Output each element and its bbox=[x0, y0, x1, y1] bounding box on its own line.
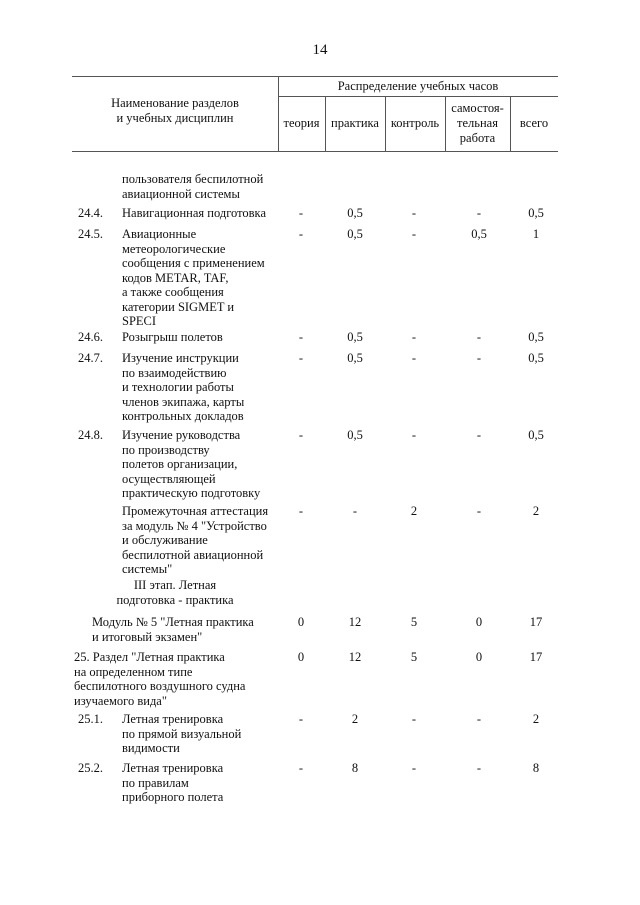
cell-practice: 8 bbox=[351, 761, 359, 775]
row-name-line: видимости bbox=[122, 741, 180, 755]
cell-practice: 0,5 bbox=[347, 330, 363, 344]
column-header-practice-line: практика bbox=[331, 116, 379, 130]
cell-self: 0 bbox=[475, 650, 483, 664]
row-name-line: контрольных докладов bbox=[122, 409, 244, 423]
cell-theory: - bbox=[298, 330, 304, 344]
cell-self: - bbox=[476, 206, 482, 220]
name-column-header-line: и учебных дисциплин bbox=[116, 111, 234, 125]
cell-theory: - bbox=[298, 504, 304, 518]
column-header-theory bbox=[278, 116, 325, 131]
cell-total: 2 bbox=[532, 712, 540, 726]
row-number: 24.8. bbox=[78, 428, 103, 442]
cell-self: - bbox=[476, 504, 482, 518]
column-header-self-line: тельная bbox=[457, 116, 498, 130]
row-name bbox=[122, 330, 223, 345]
row-name-line: а также сообщения bbox=[122, 285, 224, 299]
cell-total: 0,5 bbox=[528, 330, 544, 344]
row-name bbox=[122, 206, 266, 221]
row-name-line: системы" bbox=[122, 562, 173, 576]
row-name bbox=[122, 172, 263, 201]
row-number: 24.4. bbox=[78, 206, 103, 220]
cell-self: - bbox=[476, 330, 482, 344]
row-name-line: Авиационные bbox=[122, 227, 197, 241]
column-header-total-line: всего bbox=[519, 116, 549, 130]
cell-total: 0,5 bbox=[528, 428, 544, 442]
row-name-line: по правилам bbox=[122, 775, 189, 790]
cell-control: 2 bbox=[410, 504, 418, 518]
distribution-underline bbox=[278, 96, 558, 97]
row-name-line: по прямой визуальной bbox=[122, 726, 242, 741]
row-name-line: беспилотной авиационной bbox=[122, 547, 264, 562]
row-name-line: метеорологические bbox=[122, 241, 226, 256]
distribution-header: Распределение учебных часов bbox=[337, 79, 499, 93]
name-column-header bbox=[72, 96, 278, 126]
row-name bbox=[122, 428, 260, 501]
row-name-line: и итоговый экзамен" bbox=[92, 629, 203, 644]
row-name-line: за модуль № 4 "Устройство bbox=[122, 518, 267, 533]
cell-theory: - bbox=[298, 351, 304, 365]
column-header-control bbox=[385, 116, 445, 131]
cell-practice: 0,5 bbox=[347, 428, 363, 442]
cell-self: - bbox=[476, 428, 482, 442]
row-name-line: 25. Раздел "Летная практика bbox=[74, 650, 225, 664]
cell-total: 17 bbox=[529, 615, 543, 629]
cell-self: 0,5 bbox=[471, 227, 487, 241]
cell-total: 8 bbox=[532, 761, 540, 775]
cell-self: - bbox=[476, 351, 482, 365]
column-header-self-line: самостоя- bbox=[451, 101, 504, 115]
row-name-line: по производству bbox=[122, 442, 210, 457]
row-name-line: приборного полета bbox=[122, 790, 224, 804]
row-number: 25.1. bbox=[78, 712, 103, 726]
row-name bbox=[74, 650, 245, 708]
cell-theory: - bbox=[298, 761, 304, 775]
row-name-line: полетов организации, bbox=[122, 457, 238, 471]
row-name-line: Изучение инструкции bbox=[122, 351, 239, 365]
row-name-line: Навигационная подготовка bbox=[122, 206, 266, 220]
row-name bbox=[122, 761, 223, 805]
cell-control: - bbox=[411, 351, 417, 365]
row-number: 24.6. bbox=[78, 330, 103, 344]
cell-practice: 12 bbox=[348, 650, 362, 664]
row-name-line: пользователя беспилотной bbox=[122, 172, 264, 186]
table-top-border bbox=[72, 76, 558, 77]
cell-theory: - bbox=[298, 206, 304, 220]
row-name-line: практическую подготовку bbox=[122, 486, 261, 500]
column-header-self bbox=[445, 101, 510, 146]
row-name-line: изучаемого вида" bbox=[74, 693, 167, 708]
row-name bbox=[122, 504, 268, 577]
row-name-line: Розыгрыш полетов bbox=[122, 330, 223, 344]
cell-practice: 0,5 bbox=[347, 227, 363, 241]
header-bottom-border bbox=[72, 151, 558, 152]
cell-total: 17 bbox=[529, 650, 543, 664]
cell-control: - bbox=[411, 227, 417, 241]
row-name-line: и обслуживание bbox=[122, 533, 208, 547]
cell-total: 2 bbox=[532, 504, 540, 518]
cell-theory: - bbox=[298, 227, 304, 241]
column-header-control-line: контроль bbox=[390, 116, 440, 130]
cell-self: - bbox=[476, 712, 482, 726]
cell-practice: 12 bbox=[348, 615, 362, 629]
row-name-line: категории SIGMET и bbox=[122, 299, 235, 314]
cell-control: - bbox=[411, 428, 417, 442]
column-header-self-line: работа bbox=[459, 131, 496, 145]
cell-control: 5 bbox=[410, 650, 418, 664]
row-name-line: Летная тренировка bbox=[122, 712, 224, 726]
cell-control: - bbox=[411, 206, 417, 220]
row-name-line: кодов METAR, TAF, bbox=[122, 270, 229, 285]
row-name-line: Летная тренировка bbox=[122, 761, 224, 775]
column-header-total bbox=[510, 116, 558, 131]
cell-control: - bbox=[411, 330, 417, 344]
cell-theory: - bbox=[298, 428, 304, 442]
page-number: 14 bbox=[312, 42, 328, 58]
row-name-line: подготовка - практика bbox=[116, 592, 234, 607]
row-number: 25.2. bbox=[78, 761, 103, 775]
cell-theory: 0 bbox=[297, 615, 305, 629]
row-name-line: Изучение руководства bbox=[122, 428, 241, 442]
cell-practice: 0,5 bbox=[347, 206, 363, 220]
cell-theory: - bbox=[298, 712, 304, 726]
cell-self: 0 bbox=[475, 615, 483, 629]
row-name-line: осуществляющей bbox=[122, 471, 216, 486]
row-name-line: Модуль № 5 "Летная практика bbox=[92, 615, 254, 629]
cell-practice: 2 bbox=[351, 712, 359, 726]
row-name bbox=[92, 615, 254, 644]
cell-control: - bbox=[411, 761, 417, 775]
cell-total: 1 bbox=[532, 227, 540, 241]
row-name-line: III этап. Летная bbox=[133, 578, 217, 592]
cell-total: 0,5 bbox=[528, 351, 544, 365]
row-name-line: по взаимодействию bbox=[122, 365, 227, 380]
row-name-line: на определенном типе bbox=[74, 664, 193, 679]
row-name-line: беспилотного воздушного судна bbox=[74, 679, 246, 693]
row-number: 24.5. bbox=[78, 227, 103, 241]
row-name bbox=[122, 227, 265, 329]
name-column-header-line: Наименование разделов bbox=[111, 96, 239, 110]
row-name bbox=[122, 351, 244, 424]
cell-control: - bbox=[411, 712, 417, 726]
cell-control: 5 bbox=[410, 615, 418, 629]
row-name-line: SPECI bbox=[122, 314, 157, 328]
row-name-line: Промежуточная аттестация bbox=[122, 504, 269, 518]
row-name bbox=[122, 712, 241, 756]
cell-self: - bbox=[476, 761, 482, 775]
cell-theory: 0 bbox=[297, 650, 305, 664]
column-header-theory-line: теория bbox=[283, 116, 320, 130]
row-name-line: и технологии работы bbox=[122, 380, 234, 394]
row-name-line: членов экипажа, карты bbox=[122, 394, 245, 409]
row-name bbox=[100, 578, 250, 607]
row-name-line: сообщения с применением bbox=[122, 256, 265, 270]
cell-practice: - bbox=[352, 504, 358, 518]
column-header-practice bbox=[325, 116, 385, 131]
cell-total: 0,5 bbox=[528, 206, 544, 220]
cell-practice: 0,5 bbox=[347, 351, 363, 365]
row-number: 24.7. bbox=[78, 351, 103, 365]
row-name-line: авиационной системы bbox=[122, 186, 240, 201]
